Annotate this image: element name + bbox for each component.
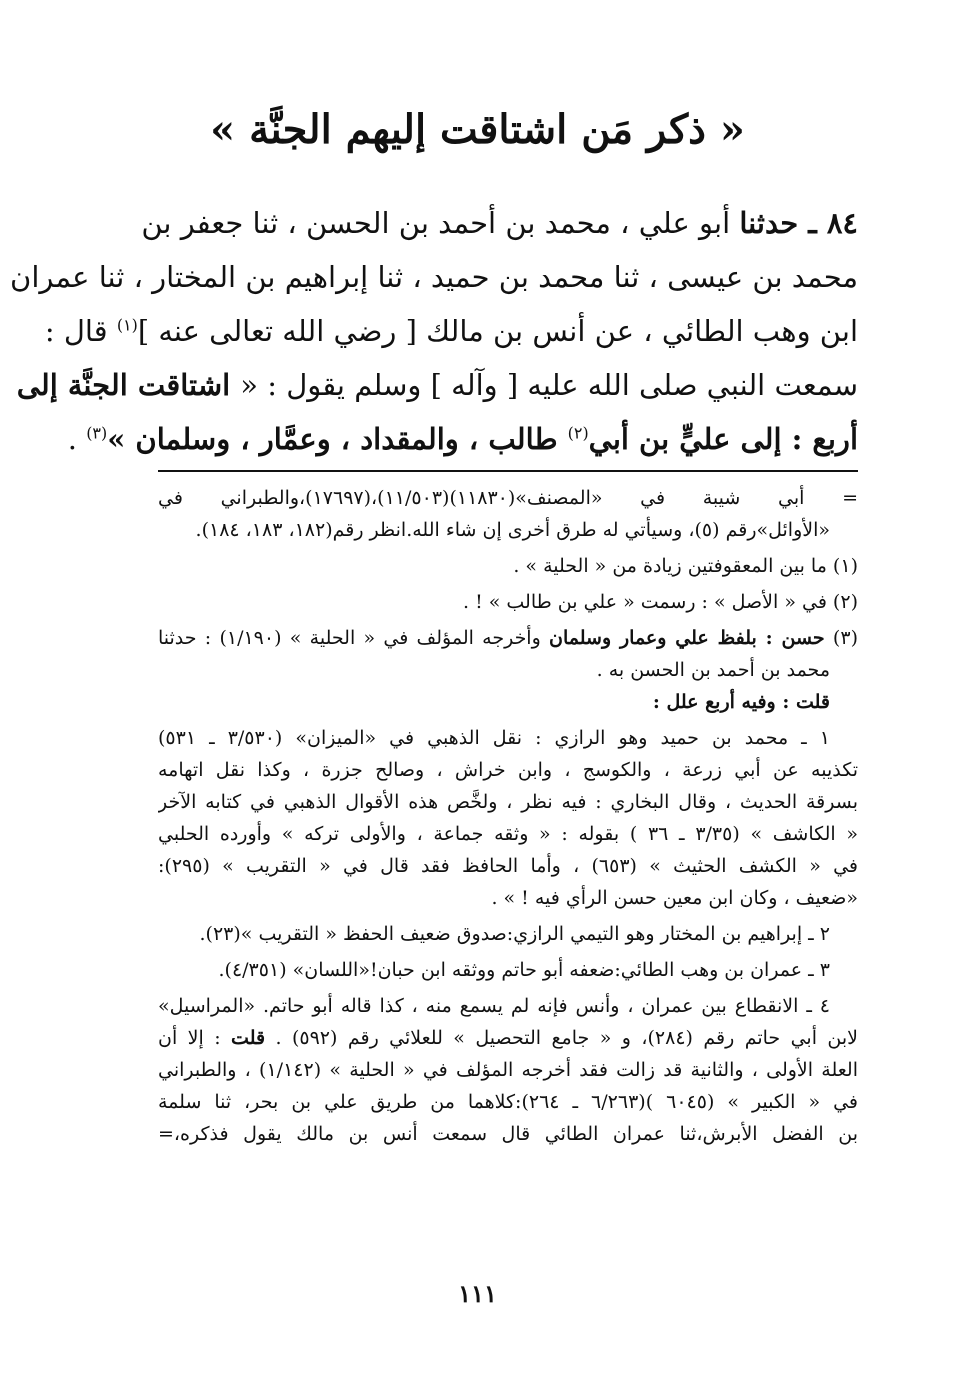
hadith-matn-part-2: طالب ، والمقداد ، وعمَّار ، وسلمان »: [107, 422, 568, 456]
footnotes: [158, 482, 858, 1154]
illah-4-line: في « الكبير » (٦٠٤٥ )(٦/٢٦٣ ـ ٢٦٤):كلاهما من طريق علي بن بحر، ثنا سلمة: [158, 1091, 858, 1113]
hadith-matn-start: اشتاقت الجنَّة إلى: [16, 368, 241, 402]
illah-1-line: « الكاشف » (٣/٣٥ ـ ٣٦ ) بقوله : « وثقه جماعة ، والأولى تركه » وأورده الحلبي: [158, 823, 858, 845]
illah-4-qult: قلت: [231, 1027, 266, 1049]
hadith-line-3: [44, 304, 858, 358]
hadith-text: [10, 196, 858, 466]
footnote-continuation-line: «الأوائل»رقم (٥)، وسيأتي له طرق أخرى إن شاء الله.انظر رقم(١٨٢، ١٨٣، ١٨٤).: [195, 519, 830, 541]
illah-3-line: ٣ ـ عمران بن وهب الطائي:ضعفه أبو حاتم ووثقه ابن حبان!«اللسان» (٤/٣٥١).: [218, 959, 830, 981]
hadith-line-3-end: قال :: [44, 314, 117, 348]
illah-3: [158, 954, 858, 986]
footnote-2: [158, 586, 858, 618]
section-title: « ذكر مَن اشتاقت إليهم الجنَّة »: [210, 106, 745, 153]
illah-4-line: [158, 1022, 858, 1054]
footnote-3-marker: (٣): [824, 627, 858, 649]
illah-1-line: تكذيبه عن أبي زرعة ، والكوسج ، وابن خراش ، وصالح جزرة ، وكذا نقل اتهامه: [158, 759, 858, 781]
footnote-3-line-2: محمد بن أحمد بن الحسن به .: [596, 659, 830, 681]
footnote-2-text: (٢) في « الأصل » : رسمت « علي بن طالب » ! .: [462, 591, 858, 613]
hadith-line-1-text: أبو علي ، محمد بن أحمد بن الحسن ، ثنا جعفر بن: [141, 206, 740, 240]
illah-4-line: بن الفضل الأبرش،ثنا عمران الطائي قال سمعت أنس بن مالك يقول فذكره،=: [158, 1123, 858, 1145]
hadith-matn-part-1: أربع : إلى عليٍّ بن أبي: [588, 422, 858, 456]
hadith-line-2: محمد بن عيسى ، ثنا محمد بن حميد ، ثنا إبراهيم بن المختار ، ثنا عمران: [10, 260, 858, 294]
hadith-end: .: [67, 422, 87, 456]
hadith-line-4-text: سمعت النبي صلى الله عليه [ وآله ] وسلم يقول : «: [240, 368, 858, 402]
illah-1: [158, 722, 858, 914]
page-number: ١١١: [458, 1279, 497, 1308]
hadith-line-4: [16, 358, 858, 412]
footnote-divider: [158, 470, 858, 472]
hadith-number: ٨٤: [826, 206, 858, 240]
illah-1-line: في « الكشف الحثيث » (٦٥٣) ، وأما الحافظ فقد قال في « التقريب » (٢٩٥):: [158, 855, 858, 877]
footnote-3-grade: حسن : بلفظ علي وعمار وسلمان: [549, 627, 825, 649]
hadith-line-5: [67, 412, 858, 466]
illah-1-line: بسرقة الحديث ، وقال البخاري : فيه نظر ، ولخَّص هذه الأقوال الذهبي في كتابه الآخر: [158, 791, 858, 813]
footnote-1-text: (١) ما بين المعقوفتين زيادة من « الحلية » .: [513, 555, 858, 577]
footnote-ref-2: (٢): [567, 423, 589, 443]
footnote-3-text: وأخرجه المؤلف في « الحلية » (١/١٩٠) : حدثنا: [158, 627, 550, 649]
footnote-continuation: [158, 482, 858, 546]
illah-4-line: ٤ ـ الانقطاع بين عمران ، وأنس فإنه لم يسمع منه ، كذا قاله أبو حاتم. «المراسيل»: [158, 995, 830, 1017]
illah-1-line: «ضعيف ، وكان ابن معين حسن الرأي فيه ! » .: [491, 887, 858, 909]
footnote-continuation-line: = أبي شيبة في «المصنف»(١١٨٣٠)(١١/٥٠٣)،(١٧٦٩٧)،والطبراني في: [158, 487, 858, 509]
footnote-3-heading: قلت : وفيه أربع علل :: [652, 691, 830, 713]
footnote-3-line-1: [158, 622, 858, 654]
footnote-1: [158, 550, 858, 582]
illah-4: [158, 990, 858, 1150]
hadith-line-1: [141, 196, 858, 250]
illah-4-text: لابن أبي حاتم رقم (٢٨٤)، و « جامع التحصيل » للعلائي رقم (٥٩٢) .: [265, 1027, 858, 1049]
footnote-3: [158, 622, 858, 718]
illah-1-line: ١ ـ محمد بن حميد وهو الرازي : نقل الذهبي في «الميزان» (٣/٥٣٠ ـ ٥٣١): [158, 727, 830, 749]
illah-4-text: : إلا أن: [158, 1027, 232, 1049]
footnote-ref-3: (٣): [86, 423, 108, 443]
hadith-line-3-text: ابن وهب الطائي ، عن أنس بن مالك [ رضي الله تعالى عنه ]: [137, 314, 858, 348]
illah-2-line: ٢ ـ إبراهيم بن المختار وهو التيمي الرازي:صدوق ضعيف الحفظ « التقريب »(٢٣).: [199, 923, 830, 945]
hadith-opening: ـ حدثنا: [739, 206, 827, 240]
footnote-ref-1: (١): [116, 315, 138, 335]
illah-2: [158, 918, 858, 950]
illah-4-line: العلة الأولى ، والثانية قد زالت فقد أخرجه المؤلف في « الحلية » (١/١٤٢) ، والطبراني: [158, 1059, 858, 1081]
